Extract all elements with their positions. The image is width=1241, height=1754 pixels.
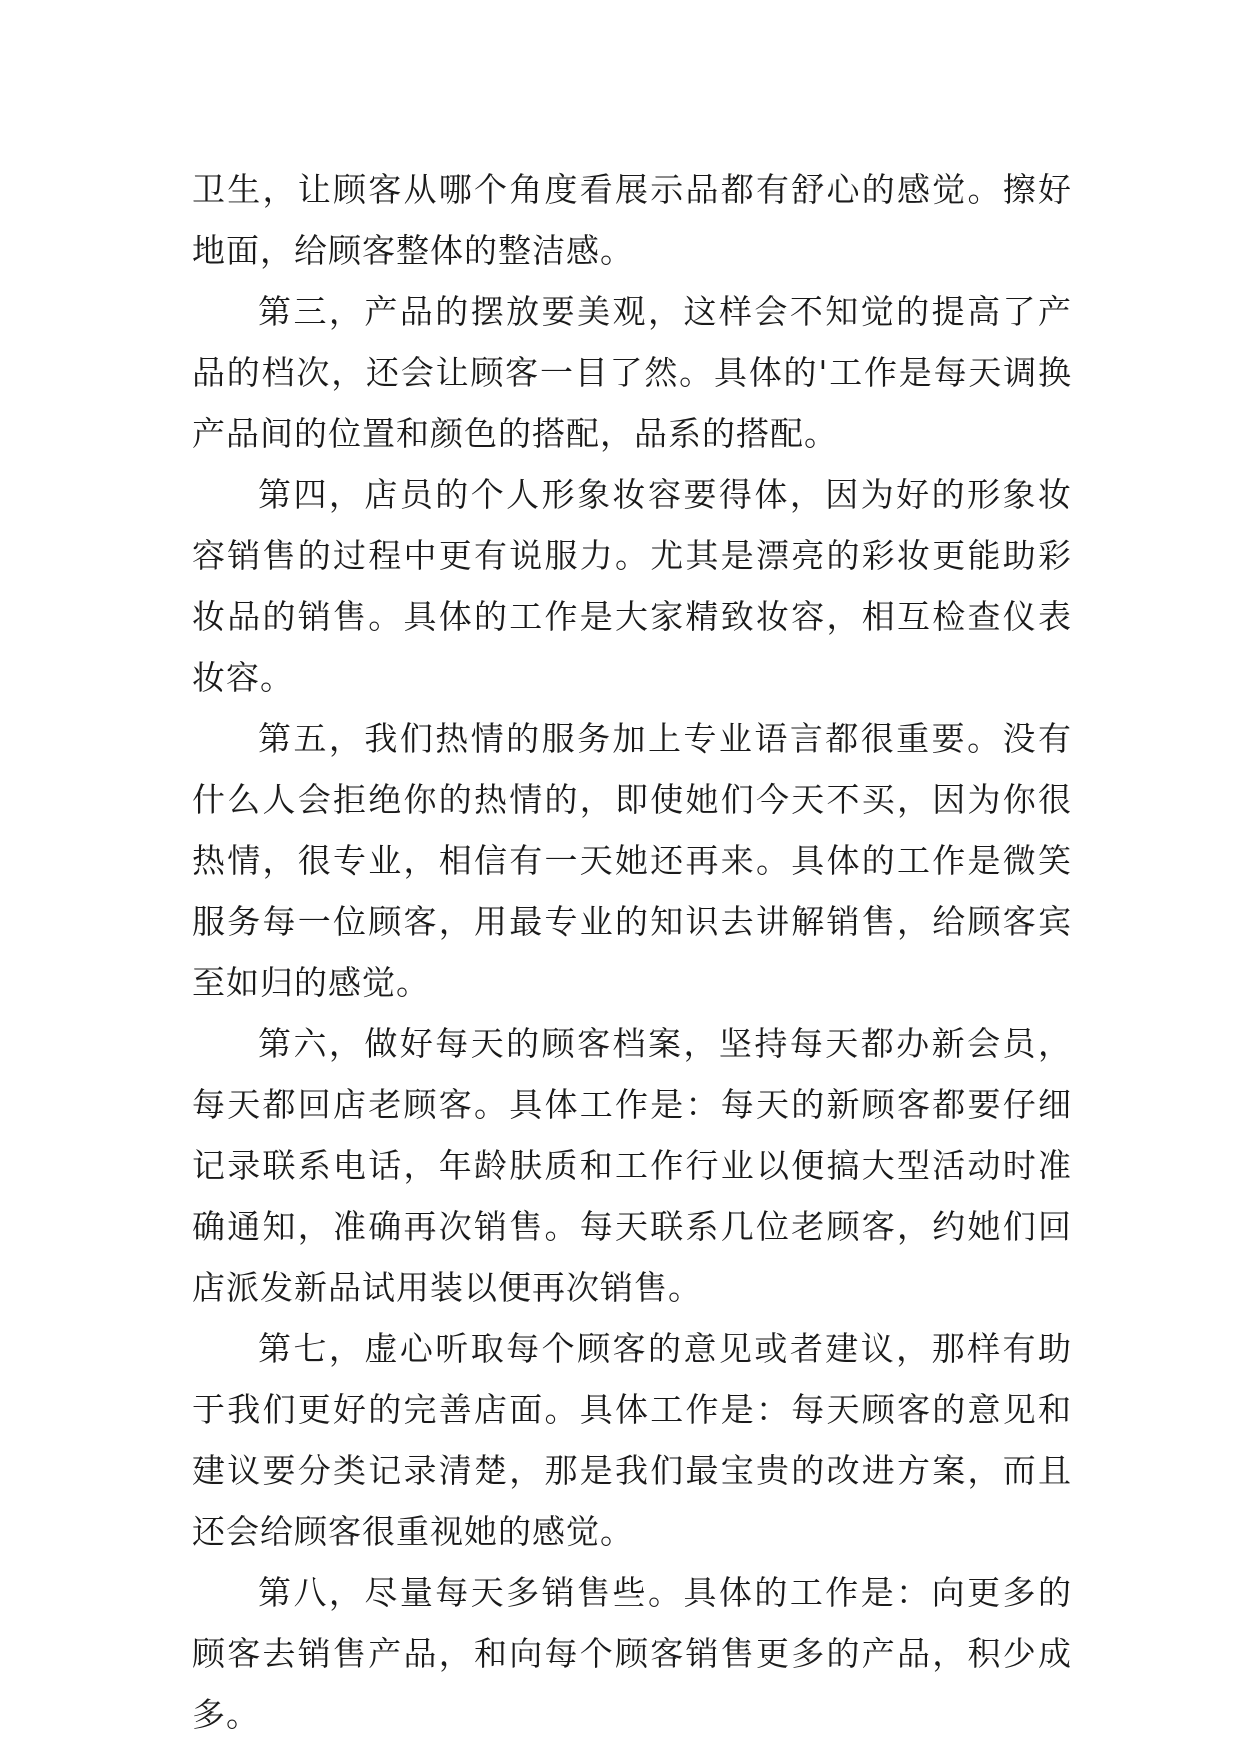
paragraph-fourth-point: 第四，店员的个人形象妆容要得体，因为好的形象妆容销售的过程中更有说服力。尤其是漂亮的彩妆更能助彩妆品的销售。具体的工作是大家精致妆容，相互检查仪表妆容。 <box>192 475 1072 697</box>
paragraph-fifth-point: 第五，我们热情的服务加上专业语言都很重要。没有什么人会拒绝你的热情的，即使她们今天不买，因为你很热情，很专业，相信有一天她还再来。具体的工作是微笑服务每一位顾客，用最专业的知识去讲解销售，给顾客宾至如归的感觉。 <box>192 719 1072 1002</box>
paragraph-sixth-point: 第六，做好每天的顾客档案，坚持每天都办新会员，每天都回店老顾客。具体工作是：每天的新顾客都要仔细记录联系电话，年龄肤质和工作行业以便搞大型活动时准确通知，准确再次销售。每天联系几位老顾客，约她们回店派发新品试用装以便再次销售。 <box>192 1024 1072 1307</box>
paragraph-continuation: 卫生，让顾客从哪个角度看展示品都有舒心的感觉。擦好地面，给顾客整体的整洁感。 <box>192 170 1072 270</box>
paragraph-eighth-point: 第八，尽量每天多销售些。具体的工作是：向更多的顾客去销售产品，和向每个顾客销售更多的产品，积少成多。 <box>192 1573 1072 1734</box>
paragraph-seventh-point: 第七，虚心听取每个顾客的意见或者建议，那样有助于我们更好的完善店面。具体工作是：每天顾客的意见和建议要分类记录清楚，那是我们最宝贵的改进方案，而且还会给顾客很重视她的感觉。 <box>192 1329 1072 1551</box>
document-body <box>192 159 1072 1745</box>
paragraph-third-point: 第三，产品的摆放要美观，这样会不知觉的提高了产品的档次，还会让顾客一目了然。具体的'工作是每天调换产品间的位置和颜色的搭配，品系的搭配。 <box>192 292 1072 453</box>
